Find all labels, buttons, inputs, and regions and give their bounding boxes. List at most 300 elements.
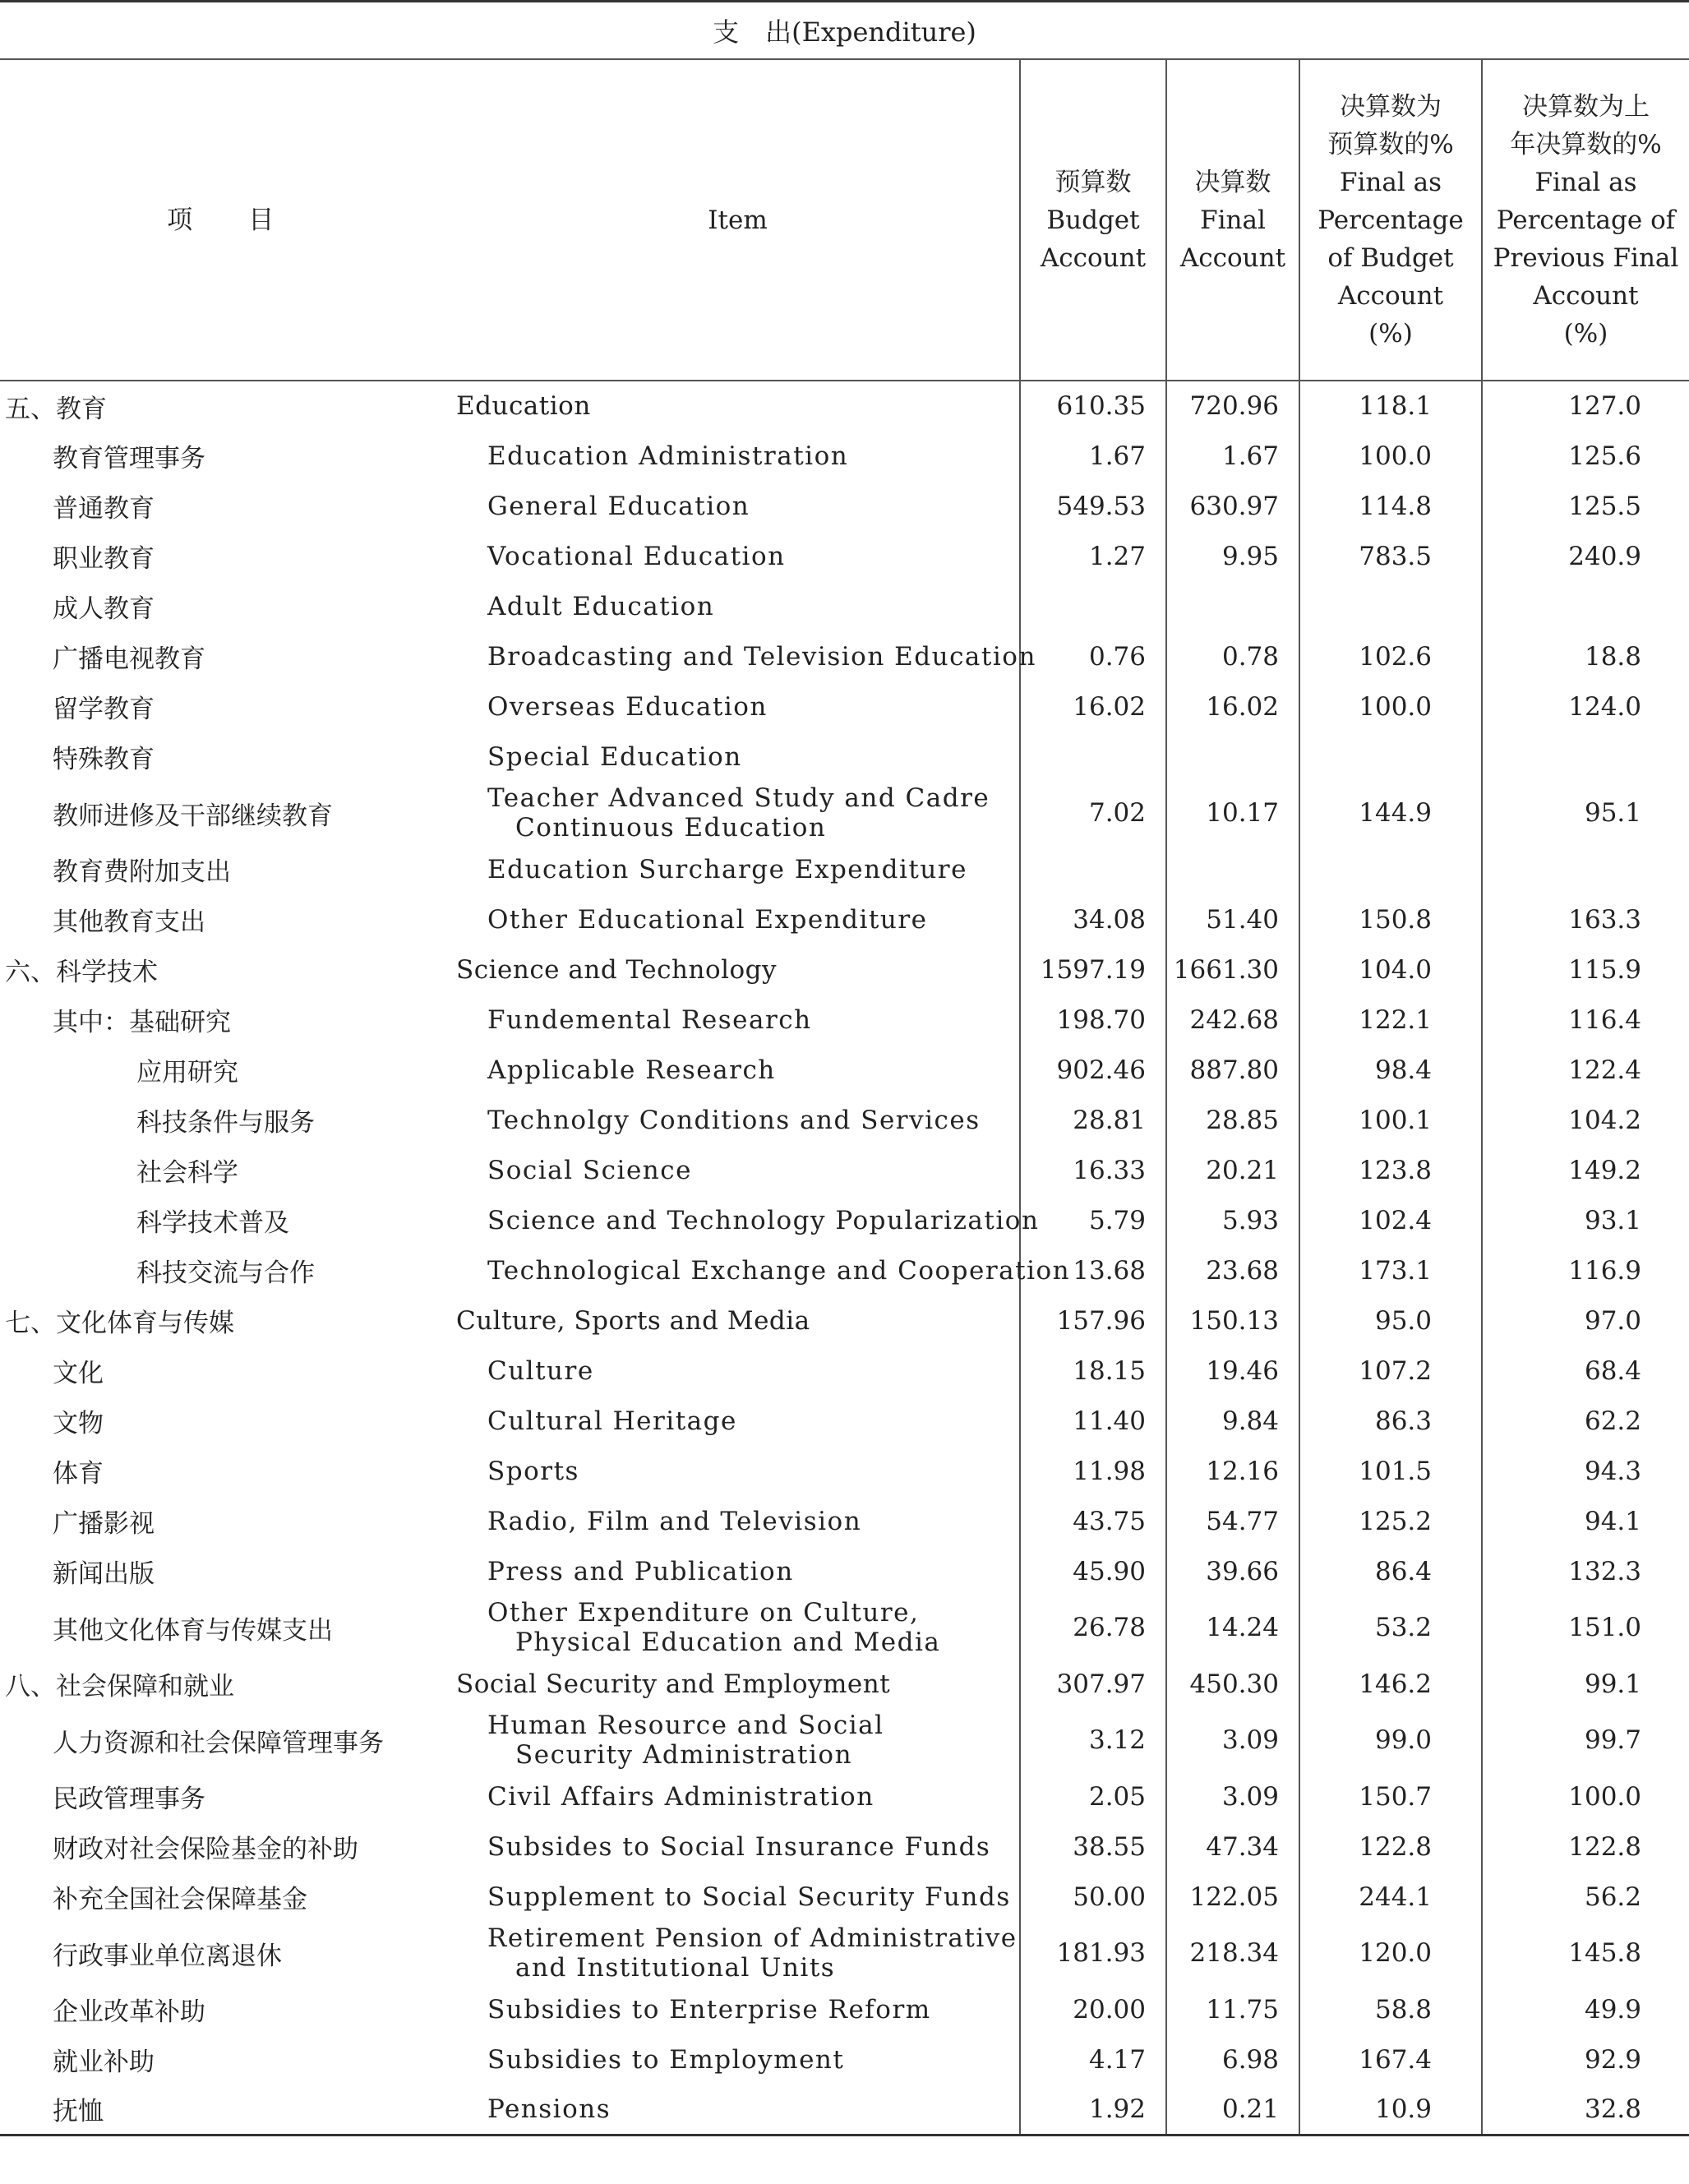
header-item-en: Item — [456, 59, 1020, 381]
final-cell: 12.16 — [1166, 1446, 1299, 1496]
pct-budget-cell — [1299, 732, 1482, 782]
item-en-text: Subsides to Social Insurance Funds — [487, 1831, 991, 1862]
pct-prev-cell: 92.9 — [1482, 2034, 1689, 2085]
pct-prev-cell: 122.4 — [1482, 1045, 1689, 1095]
item-en-text: Social Security and Employment — [456, 1669, 891, 1699]
item-cn-cell: 五、教育 — [5, 394, 107, 424]
item-cn-cell: 七、文化体育与传媒 — [5, 1309, 234, 1338]
budget-cell: 1597.19 — [1020, 944, 1166, 995]
item-en-cell — [456, 681, 1020, 732]
budget-cell: 50.00 — [1020, 1872, 1166, 1922]
pct-budget-cell: 100.0 — [1299, 431, 1482, 481]
pct-budget-cell: 101.5 — [1299, 1446, 1482, 1496]
table-row — [0, 531, 1689, 581]
pct-budget-cell: 122.8 — [1299, 1822, 1482, 1872]
pct-budget-cell: 123.8 — [1299, 1145, 1482, 1195]
table-row — [0, 1045, 1689, 1095]
item-en-text: General Education — [487, 491, 750, 521]
header-pct-budget-line: (%) — [1368, 318, 1413, 349]
item-cn-cell: 六、科学技术 — [5, 958, 158, 987]
item-cn-cell: 人力资源和社会保障管理事务 — [53, 1728, 384, 1758]
table-row — [0, 431, 1689, 481]
category-row — [0, 1295, 1689, 1346]
budget-cell: 13.68 — [1020, 1245, 1166, 1295]
item-en-cell — [456, 782, 1020, 844]
budget-cell — [1020, 581, 1166, 631]
final-cell — [1166, 581, 1299, 631]
item-en-text: Vocational Education — [487, 541, 786, 571]
final-cell: 3.09 — [1166, 1709, 1299, 1771]
header-pct-budget-line: 预算数的% — [1327, 129, 1454, 159]
final-cell: 450.30 — [1166, 1659, 1299, 1709]
budget-cell: 11.98 — [1020, 1446, 1166, 1496]
budget-cell — [1020, 732, 1166, 782]
item-en-text: Human Resource and Social — [487, 1711, 884, 1740]
item-cn-cell: 民政管理事务 — [53, 1785, 205, 1814]
table-row — [0, 1822, 1689, 1872]
pct-budget-cell: 118.1 — [1299, 381, 1482, 431]
pct-budget-cell: 107.2 — [1299, 1346, 1482, 1396]
item-en-cell — [456, 531, 1020, 581]
item-cn-cell: 职业教育 — [53, 544, 155, 574]
item-en-text: Subsidies to Enterprise Reform — [487, 1994, 931, 2025]
budget-cell: 16.33 — [1020, 1145, 1166, 1195]
budget-cell: 1.27 — [1020, 531, 1166, 581]
column-header-row — [0, 59, 1689, 381]
item-en-text: Cultural Heritage — [487, 1406, 737, 1436]
header-pct-budget-line: of Budget — [1327, 242, 1454, 273]
item-en-cell — [456, 1446, 1020, 1496]
item-en-cell — [456, 431, 1020, 481]
header-pct-budget-line: Final as — [1339, 167, 1442, 197]
item-en-text: Science and Technology Popularization — [487, 1205, 1040, 1235]
pct-prev-cell: 56.2 — [1482, 1872, 1689, 1922]
pct-budget-cell: 58.8 — [1299, 1984, 1482, 2034]
table-row — [0, 481, 1689, 531]
pct-budget-cell: 10.9 — [1299, 2085, 1482, 2135]
final-cell: 54.77 — [1166, 1496, 1299, 1546]
category-row — [0, 1659, 1689, 1709]
budget-cell: 1.92 — [1020, 2085, 1166, 2135]
budget-cell: 181.93 — [1020, 1922, 1166, 1984]
pct-prev-cell: 18.8 — [1482, 631, 1689, 681]
pct-prev-cell: 95.1 — [1482, 782, 1689, 844]
budget-cell: 28.81 — [1020, 1095, 1166, 1145]
item-en-text: Culture — [487, 1355, 594, 1386]
item-en-text: Security Administration — [515, 1740, 853, 1770]
pct-budget-cell: 102.4 — [1299, 1195, 1482, 1245]
final-cell: 630.97 — [1166, 481, 1299, 531]
final-cell: 720.96 — [1166, 381, 1299, 431]
pct-budget-cell: 102.6 — [1299, 631, 1482, 681]
pct-budget-cell: 146.2 — [1299, 1659, 1482, 1709]
item-cn-cell: 社会科学 — [136, 1158, 238, 1188]
item-en-text: Broadcasting and Television Education — [487, 641, 1036, 672]
final-cell: 14.24 — [1166, 1596, 1299, 1659]
table-row — [0, 782, 1689, 844]
item-en-text: Applicable Research — [487, 1055, 776, 1085]
item-en-text: Sports — [487, 1456, 579, 1486]
final-cell: 39.66 — [1166, 1546, 1299, 1596]
table-body — [0, 381, 1689, 2135]
header-pct-prev-line: (%) — [1563, 318, 1608, 349]
header-pct-prev-line: Previous Final — [1493, 242, 1679, 273]
final-cell: 6.98 — [1166, 2034, 1299, 2085]
header-pct-budget-line: Account — [1337, 280, 1444, 311]
item-cn-cell: 成人教育 — [53, 594, 155, 624]
pct-budget-cell: 144.9 — [1299, 782, 1482, 844]
final-cell: 23.68 — [1166, 1245, 1299, 1295]
item-cn-cell: 留学教育 — [53, 695, 155, 724]
pct-budget-cell: 86.4 — [1299, 1546, 1482, 1596]
pct-budget-cell: 244.1 — [1299, 1872, 1482, 1922]
item-cn-cell: 特殊教育 — [53, 745, 155, 774]
table-row — [0, 1546, 1689, 1596]
pct-prev-cell: 115.9 — [1482, 944, 1689, 995]
item-en-cell — [456, 1145, 1020, 1195]
header-final-line: 决算数 — [1194, 167, 1271, 197]
final-cell: 3.09 — [1166, 1771, 1299, 1822]
budget-cell: 16.02 — [1020, 681, 1166, 732]
pct-prev-cell: 94.1 — [1482, 1496, 1689, 1546]
pct-prev-cell — [1482, 581, 1689, 631]
pct-prev-cell: 124.0 — [1482, 681, 1689, 732]
pct-budget-cell: 167.4 — [1299, 2034, 1482, 2085]
header-pct-budget-line: Percentage — [1318, 205, 1464, 235]
budget-cell: 307.97 — [1020, 1659, 1166, 1709]
pct-prev-cell: 163.3 — [1482, 894, 1689, 944]
header-budget-line: Budget — [1046, 205, 1140, 235]
item-en-text: Education Administration — [487, 441, 849, 471]
item-cn-cell: 就业补助 — [53, 2048, 155, 2077]
pct-prev-cell: 145.8 — [1482, 1922, 1689, 1984]
table-row — [0, 1872, 1689, 1922]
item-en-cell — [456, 894, 1020, 944]
header-pct-prev-line: Percentage of — [1496, 205, 1676, 235]
item-cn-cell: 补充全国社会保障基金 — [53, 1885, 307, 1914]
item-cn-cell: 其他文化体育与传媒支出 — [53, 1615, 333, 1646]
budget-cell: 26.78 — [1020, 1596, 1166, 1659]
table-row — [0, 631, 1689, 681]
budget-cell: 157.96 — [1020, 1295, 1166, 1346]
pct-prev-cell: 132.3 — [1482, 1546, 1689, 1596]
item-cn-cell: 其他教育支出 — [53, 907, 205, 937]
final-cell: 1661.30 — [1166, 944, 1299, 995]
pct-budget-cell: 125.2 — [1299, 1496, 1482, 1546]
item-en-text: Education Surcharge Expenditure — [487, 854, 967, 884]
pct-budget-cell: 104.0 — [1299, 944, 1482, 995]
pct-prev-cell: 99.7 — [1482, 1709, 1689, 1771]
pct-budget-cell: 122.1 — [1299, 995, 1482, 1045]
table-row — [0, 1771, 1689, 1822]
item-en-text: Supplement to Social Security Funds — [487, 1882, 1011, 1912]
table-row — [0, 1095, 1689, 1145]
item-cn-cell: 广播电视教育 — [53, 644, 205, 674]
item-en-cell — [456, 1822, 1020, 1872]
pct-budget-cell: 53.2 — [1299, 1596, 1482, 1659]
item-en-text: Education — [456, 391, 591, 421]
item-en-cell — [456, 1872, 1020, 1922]
pct-budget-cell: 114.8 — [1299, 481, 1482, 531]
item-en-text: Press and Publication — [487, 1556, 794, 1586]
header-pct-prev-line: Account — [1533, 280, 1639, 311]
item-en-text: Subsidies to Employment — [487, 2044, 845, 2075]
item-en-text: Science and Technology — [456, 954, 778, 985]
item-cn-cell: 新闻出版 — [53, 1559, 155, 1589]
pct-prev-cell: 104.2 — [1482, 1095, 1689, 1145]
table-row — [0, 894, 1689, 944]
item-en-text: Overseas Education — [487, 691, 768, 722]
item-en-text: Pensions — [487, 2094, 611, 2124]
table-row — [0, 995, 1689, 1045]
table-row — [0, 1922, 1689, 1984]
pct-budget-cell: 99.0 — [1299, 1709, 1482, 1771]
pct-prev-cell: 99.1 — [1482, 1659, 1689, 1709]
pct-prev-cell: 240.9 — [1482, 531, 1689, 581]
item-cn-cell: 科技条件与服务 — [136, 1108, 315, 1138]
pct-prev-cell: 97.0 — [1482, 1295, 1689, 1346]
table-title-row — [0, 2, 1689, 59]
table-row — [0, 1496, 1689, 1546]
item-en-text: Fundemental Research — [487, 1004, 812, 1035]
item-en-cell — [456, 1245, 1071, 1295]
header-pct-budget-line: 决算数为 — [1340, 91, 1442, 122]
budget-cell: 5.79 — [1020, 1195, 1166, 1245]
item-en-text: Physical Education and Media — [515, 1628, 941, 1657]
budget-cell: 902.46 — [1020, 1045, 1166, 1095]
header-final-line: Account — [1179, 242, 1286, 273]
pct-budget-cell: 100.1 — [1299, 1095, 1482, 1145]
item-en-cell — [456, 944, 1020, 995]
table-row — [0, 581, 1689, 631]
table-row — [0, 1245, 1689, 1295]
pct-prev-cell: 93.1 — [1482, 1195, 1689, 1245]
budget-cell: 7.02 — [1020, 782, 1166, 844]
final-cell: 9.84 — [1166, 1396, 1299, 1446]
item-en-cell — [456, 1709, 1020, 1771]
item-cn-cell: 应用研究 — [136, 1058, 238, 1087]
item-en-cell — [456, 2034, 1020, 2085]
pct-prev-cell: 68.4 — [1482, 1346, 1689, 1396]
item-en-text: Radio, Film and Television — [487, 1506, 862, 1536]
table-row — [0, 1446, 1689, 1496]
pct-prev-cell: 100.0 — [1482, 1771, 1689, 1822]
pct-prev-cell: 151.0 — [1482, 1596, 1689, 1659]
budget-cell: 198.70 — [1020, 995, 1166, 1045]
item-cn-cell: 普通教育 — [53, 494, 155, 524]
final-cell: 887.80 — [1166, 1045, 1299, 1095]
item-en-cell — [456, 1195, 1040, 1245]
item-en-cell — [456, 1045, 1020, 1095]
final-cell: 19.46 — [1166, 1346, 1299, 1396]
budget-cell: 2.05 — [1020, 1771, 1166, 1822]
item-en-text: Other Expenditure on Culture, — [487, 1598, 920, 1628]
final-cell: 5.93 — [1166, 1195, 1299, 1245]
final-cell — [1166, 732, 1299, 782]
item-cn-cell: 八、社会保障和就业 — [5, 1672, 234, 1701]
item-en-cell — [456, 1095, 1020, 1145]
item-en-cell — [456, 732, 1020, 782]
header-budget-line: Account — [1040, 242, 1147, 273]
budget-cell: 43.75 — [1020, 1496, 1166, 1546]
pct-prev-cell: 122.8 — [1482, 1822, 1689, 1872]
pct-prev-cell: 116.9 — [1482, 1245, 1689, 1295]
item-cn-cell: 文化 — [53, 1359, 104, 1388]
budget-cell — [1020, 844, 1166, 894]
final-cell: 242.68 — [1166, 995, 1299, 1045]
header-budget-line: 预算数 — [1054, 167, 1132, 197]
item-en-cell — [456, 381, 1020, 431]
budget-cell: 4.17 — [1020, 2034, 1166, 2085]
item-en-text: and Institutional Units — [515, 1953, 836, 1983]
header-pct-prev-line: 决算数为上 — [1522, 91, 1650, 122]
item-cn-cell: 其中：基础研究 — [53, 1008, 231, 1037]
table-row — [0, 732, 1689, 782]
item-en-cell — [456, 1546, 1020, 1596]
final-cell: 9.95 — [1166, 531, 1299, 581]
item-en-cell — [456, 1496, 1020, 1546]
budget-cell: 45.90 — [1020, 1546, 1166, 1596]
pct-budget-cell: 95.0 — [1299, 1295, 1482, 1346]
pct-prev-cell: 32.8 — [1482, 2085, 1689, 2135]
final-cell — [1166, 844, 1299, 894]
budget-cell: 3.12 — [1020, 1709, 1166, 1771]
item-cn-cell: 科技交流与合作 — [136, 1258, 315, 1288]
item-en-text: Teacher Advanced Study and Cadre — [487, 783, 990, 813]
table-row — [0, 1396, 1689, 1446]
category-row — [0, 944, 1689, 995]
item-cn-cell: 财政对社会保险基金的补助 — [53, 1835, 358, 1864]
item-en-cell — [456, 1346, 1020, 1396]
item-cn-cell: 广播影视 — [53, 1509, 155, 1539]
final-cell: 16.02 — [1166, 681, 1299, 732]
final-cell: 150.13 — [1166, 1295, 1299, 1346]
item-en-cell — [456, 1771, 1020, 1822]
budget-cell: 18.15 — [1020, 1346, 1166, 1396]
pct-budget-cell — [1299, 581, 1482, 631]
final-cell: 122.05 — [1166, 1872, 1299, 1922]
pct-budget-cell: 98.4 — [1299, 1045, 1482, 1095]
budget-cell: 0.76 — [1020, 631, 1166, 681]
table-row — [0, 2085, 1689, 2135]
item-en-cell — [456, 1596, 1020, 1659]
item-en-cell — [456, 844, 1020, 894]
pct-budget-cell: 86.3 — [1299, 1396, 1482, 1446]
item-en-cell — [456, 1984, 1020, 2034]
item-cn-cell: 文物 — [53, 1409, 104, 1438]
item-en-text: Culture, Sports and Media — [456, 1305, 810, 1336]
pct-budget-cell: 120.0 — [1299, 1922, 1482, 1984]
item-en-cell — [456, 995, 1020, 1045]
item-cn-cell: 体育 — [53, 1459, 104, 1489]
header-item-cn: 项 目 — [0, 59, 456, 381]
table-title: 支 出(Expenditure) — [0, 2, 1689, 59]
table-row — [0, 1984, 1689, 2034]
item-cn-cell: 教育费附加支出 — [53, 857, 231, 887]
item-cn-cell: 抚恤 — [53, 2097, 104, 2127]
item-en-cell — [456, 2085, 1020, 2135]
pct-prev-cell: 62.2 — [1482, 1396, 1689, 1446]
header-final-line: Final — [1200, 205, 1266, 235]
final-cell: 20.21 — [1166, 1145, 1299, 1195]
pct-budget-cell: 150.8 — [1299, 894, 1482, 944]
header-pct-prev-line: Final as — [1534, 167, 1637, 197]
pct-prev-cell: 125.6 — [1482, 431, 1689, 481]
category-row — [0, 381, 1689, 431]
budget-cell: 11.40 — [1020, 1396, 1166, 1446]
item-en-text: Social Science — [487, 1155, 692, 1185]
item-cn-cell: 行政事业单位离退休 — [53, 1941, 282, 1971]
item-en-cell — [456, 1659, 1020, 1709]
table-row — [0, 1596, 1689, 1659]
header-pct-prev-line: 年决算数的% — [1510, 129, 1662, 159]
item-en-text: Civil Affairs Administration — [487, 1781, 874, 1812]
table-row — [0, 1709, 1689, 1771]
budget-cell: 610.35 — [1020, 381, 1166, 431]
table-row — [0, 1145, 1689, 1195]
pct-prev-cell: 127.0 — [1482, 381, 1689, 431]
final-cell: 10.17 — [1166, 782, 1299, 844]
item-en-cell — [456, 631, 1036, 681]
item-en-text: Retirement Pension of Administrative — [487, 1923, 1018, 1953]
budget-cell: 34.08 — [1020, 894, 1166, 944]
item-en-cell — [456, 481, 1020, 531]
final-cell: 47.34 — [1166, 1822, 1299, 1872]
pct-prev-cell: 94.3 — [1482, 1446, 1689, 1496]
item-en-cell — [456, 581, 1020, 631]
pct-prev-cell: 125.5 — [1482, 481, 1689, 531]
final-cell: 218.34 — [1166, 1922, 1299, 1984]
final-cell: 1.67 — [1166, 431, 1299, 481]
pct-prev-cell: 49.9 — [1482, 1984, 1689, 2034]
item-en-cell — [456, 1922, 1020, 1984]
item-cn-cell: 企业改革补助 — [53, 1997, 205, 2027]
final-cell: 0.78 — [1166, 631, 1299, 681]
pct-prev-cell — [1482, 732, 1689, 782]
pct-prev-cell — [1482, 844, 1689, 894]
table-row — [0, 844, 1689, 894]
item-en-text: Adult Education — [487, 591, 715, 621]
final-cell: 11.75 — [1166, 1984, 1299, 2034]
table-row — [0, 2034, 1689, 2085]
budget-cell: 549.53 — [1020, 481, 1166, 531]
item-en-cell — [456, 1295, 1020, 1346]
pct-budget-cell: 783.5 — [1299, 531, 1482, 581]
budget-cell: 38.55 — [1020, 1822, 1166, 1872]
item-cn-cell: 教育管理事务 — [53, 444, 205, 473]
header-pct-budget — [1299, 59, 1482, 381]
pct-budget-cell — [1299, 844, 1482, 894]
final-cell: 0.21 — [1166, 2085, 1299, 2135]
pct-budget-cell: 150.7 — [1299, 1771, 1482, 1822]
header-budget — [1020, 59, 1166, 381]
item-en-text: Technolgy Conditions and Services — [487, 1105, 981, 1135]
final-cell: 28.85 — [1166, 1095, 1299, 1145]
item-en-cell — [456, 1396, 1020, 1446]
pct-budget-cell: 100.0 — [1299, 681, 1482, 732]
table-row — [0, 1346, 1689, 1396]
item-cn-cell: 教师进修及干部继续教育 — [53, 801, 333, 831]
item-en-text: Other Educational Expenditure — [487, 904, 928, 935]
header-pct-prev — [1482, 59, 1689, 381]
table-row — [0, 1195, 1689, 1245]
header-final — [1166, 59, 1299, 381]
pct-budget-cell: 173.1 — [1299, 1245, 1482, 1295]
pct-prev-cell: 116.4 — [1482, 995, 1689, 1045]
budget-cell: 20.00 — [1020, 1984, 1166, 2034]
budget-cell: 1.67 — [1020, 431, 1166, 481]
table-row — [0, 681, 1689, 732]
